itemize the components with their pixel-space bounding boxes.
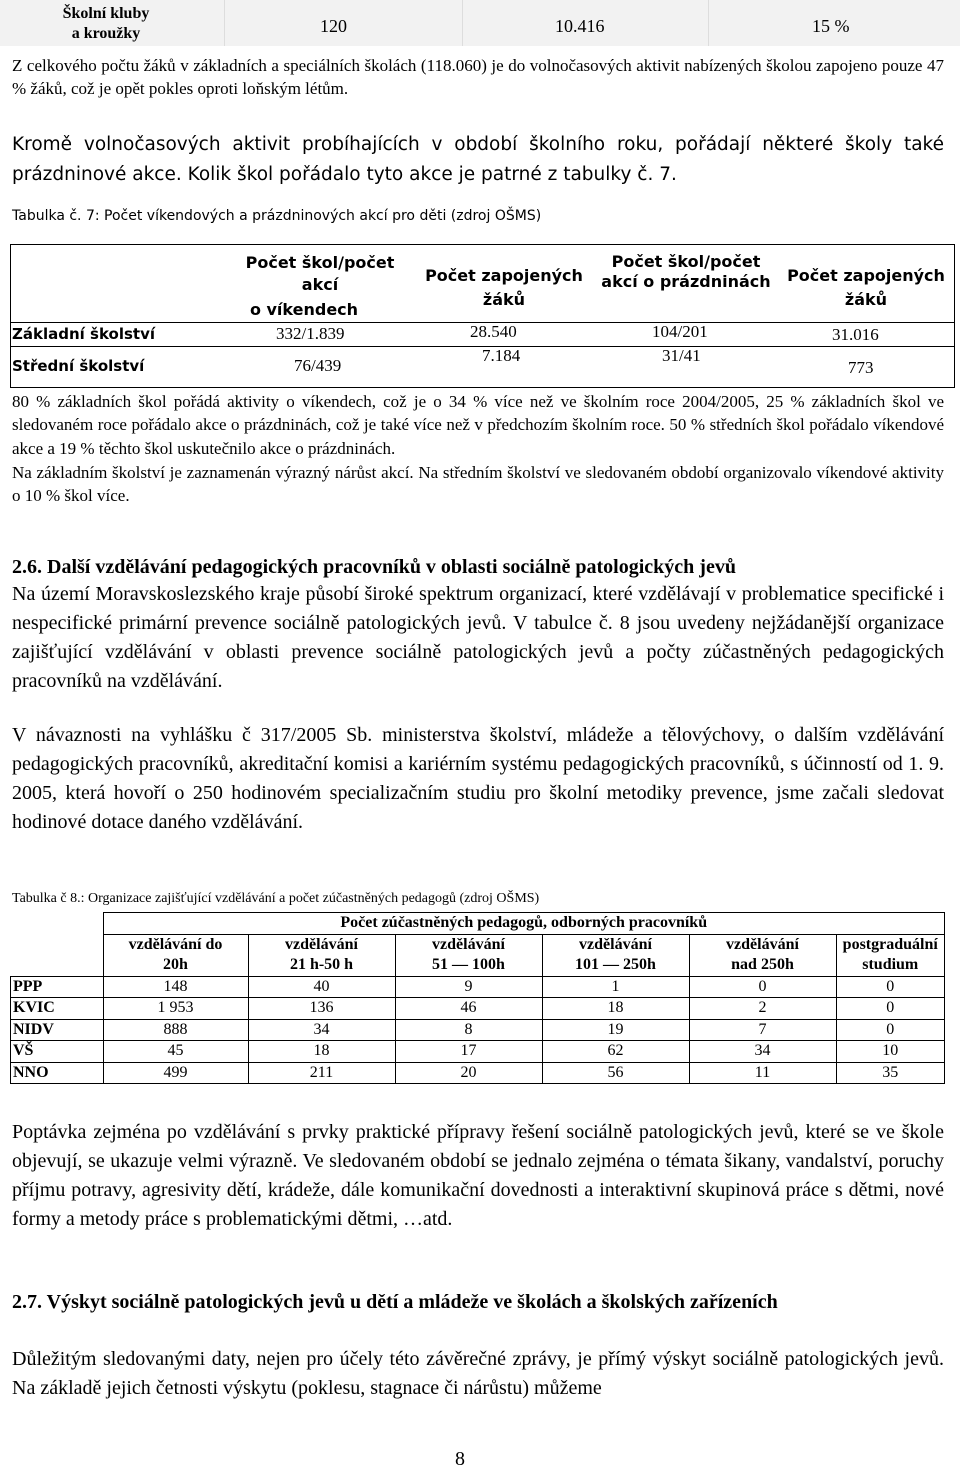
table8-cell: 11 (689, 1062, 836, 1084)
table8-header-4 (542, 934, 689, 976)
table-row (11, 1041, 945, 1063)
table8-header-6 (836, 934, 945, 976)
paragraph-volnocasove: Z celkového počtu žáků v základních a speciálních školách (118.060) je do volnočasových aktivit nabízených školou zapojeno pouze 47 % žáků, což je opět pokles oproti loňským létům. (12, 56, 944, 99)
table8-header-6-line1: postgraduální (842, 935, 938, 953)
table7-row2-v3: 31/41 (662, 346, 701, 365)
paragraph-uzemi: Na území Moravskoslezského kraje působí široké spektrum organizací, které vzdělávají v problematice specifické i nespecifické primární prevence sociálně patologických jevů. V tabulce č. 8 jsou uvedeny nejžádanější organizace zajišťující vzdělávání v oblasti prevence sociálně patologických jevů a počty zúčastněných pedagogických pracovníků na vzdělávání. (12, 583, 944, 692)
table8-header-2-line1: vzdělávání (285, 935, 358, 953)
table8-header-3-line2: 51 — 100h (432, 956, 505, 973)
table7-row2-v1: 76/439 (294, 356, 342, 375)
paragraph-narust: Na základním školství je zaznamenán výrazný nárůst akcí. Na středním školství ve sledovaném období organizovalo víkendové aktivity o 10 % škol více. (12, 463, 944, 506)
table8-cell: 62 (542, 1041, 689, 1063)
table7-row1-v4: 31.016 (832, 325, 879, 344)
top-row-schools: 120 (320, 16, 347, 36)
table8-cell: 499 (103, 1062, 248, 1084)
table-row (11, 976, 945, 998)
table8-cell: 0 (836, 976, 945, 998)
paragraph-poptavka: Poptávka zejména po vzdělávání s prvky praktické přípravy řešení sociálně patologických jevů, které se ve škole objevují, se ukazuje velmi výrazně. Ve sledovaném období se jednalo zejména o témata šikany, vandalství, poruchy příjmu potravy, agresivity dětí, krádeže, dále komunikační dovednosti a interaktivní skupinová práce s dětmi, nové formy a metody práce s problematickými dětmi, …atd. (12, 1121, 944, 1230)
table8-header-5-line1: vzdělávání (726, 935, 799, 953)
top-row-label (36, 4, 176, 44)
table8-cell: 45 (103, 1041, 248, 1063)
table8-group-header: Počet zúčastněných pedagogů, odborných pracovníků (103, 913, 945, 935)
table7-col1-line1: Počet škol/počet (245, 253, 395, 272)
paragraph-vikendy: 80 % základních škol pořádá aktivity o víkendech, což je o 34 % více než ve školním roce 2004/2005, 25 % základních škol ve sledovaném roce pořádalo akce o prázdninách, což je také více než v předchozím školním roce. 50 % středních škol pořádalo víkendové akce a 19 % těchto škol uskutečnilo akce o prázdninách. (12, 392, 944, 458)
heading-2-6: 2.6. Další vzdělávání pedagogických pracovníků v oblasti sociálně patologických jevů (12, 556, 736, 578)
table8-row-label: VŠ (11, 1041, 104, 1063)
table8-cell: 136 (248, 998, 395, 1020)
table8 (10, 912, 945, 1084)
table8-cell: 1 (542, 976, 689, 998)
table8-cell: 35 (836, 1062, 945, 1084)
paragraph-dulezite: Důležitým sledovanými daty, nejen pro účely této závěrečné zprávy, je přímý výskyt sociálně patologických jevů. Na základě jejich četnosti výskytu (poklesu, stagnace či nárůstu) můžeme (12, 1348, 944, 1399)
table7-row1-v2: 28.540 (470, 322, 517, 341)
heading-2-7: 2.7. Výskyt sociálně patologických jevů u dětí a mládeže ve školách a školských zařízeních (12, 1291, 778, 1313)
table8-corner-2 (11, 934, 104, 976)
table8-row-label: PPP (11, 976, 104, 998)
table8-cell: 9 (395, 976, 542, 998)
table8-cell: 0 (836, 998, 945, 1020)
table8-cell: 8 (395, 1019, 542, 1041)
table7-col1-line2: akcí (301, 275, 339, 294)
table8-row-label: NNO (11, 1062, 104, 1084)
table8-cell: 20 (395, 1062, 542, 1084)
table8-corner (11, 913, 104, 935)
table8-header-1-line2: 20h (163, 956, 188, 973)
table-row (11, 1062, 945, 1084)
table8-header-5 (689, 934, 836, 976)
top-row-divider-2 (462, 0, 463, 46)
table7-col4-header: Počet zapojených žáků (787, 266, 945, 309)
table7-row2-v2: 7.184 (482, 346, 521, 365)
table8-cell: 7 (689, 1019, 836, 1041)
top-row-label-line1: Školní kluby (62, 5, 150, 22)
table7-col3-header: Počet škol/počet akcí o prázdninách (601, 252, 771, 291)
table8-header-4-line1: vzdělávání (579, 935, 652, 953)
table7-col1-line3: o víkendech (249, 300, 359, 319)
paragraph-prazdninove: Kromě volnočasových aktivit probíhajících v období školního roku, pořádají některé školy také prázdninové akce. Kolik škol pořádalo tyto akce je patrné z tabulky č. 7. (12, 134, 944, 185)
table8-header-6-line2: studium (862, 956, 919, 973)
top-row-divider-3 (708, 0, 709, 46)
page-number: 8 (455, 1448, 465, 1470)
table7-row2-label: Střední školství (12, 357, 145, 375)
table8-cell: 40 (248, 976, 395, 998)
table8-cell: 0 (836, 1019, 945, 1041)
top-row-divider-1 (224, 0, 225, 46)
table8-cell: 18 (542, 998, 689, 1020)
table8-cell: 1 953 (103, 998, 248, 1020)
table8-cell: 2 (689, 998, 836, 1020)
top-row-percent: 15 % (812, 16, 850, 36)
table8-cell: 888 (103, 1019, 248, 1041)
table8-row-label: NIDV (11, 1019, 104, 1041)
table8-cell: 148 (103, 976, 248, 998)
table8-header-2 (248, 934, 395, 976)
table7-col2-header: Počet zapojených žáků (425, 266, 583, 309)
table8-cell: 56 (542, 1062, 689, 1084)
table8-cell: 17 (395, 1041, 542, 1063)
table7-col1-header (240, 252, 400, 296)
table8-row-label: KVIC (11, 998, 104, 1020)
table7-row1-label: Základní školství (12, 325, 155, 343)
table8-cell: 211 (248, 1062, 395, 1084)
table8-header-3-line1: vzdělávání (432, 935, 505, 953)
table7-caption: Tabulka č. 7: Počet víkendových a prázdninových akcí pro děti (zdroj OŠMS) (12, 208, 542, 224)
table8-cell: 34 (248, 1019, 395, 1041)
table-row (11, 1019, 945, 1041)
paragraph-vyhlaska: V návaznosti na vyhlášku č 317/2005 Sb. ministerstva školství, mládeže a tělovýchovy, o dalším vzdělávání pedagogických pracovníků, akreditační komisi a kariérním systému pedagogických pracovníků, s účinností od 1. 9. 2005, která hovoří o 250 hodinovém specializačním studiu pro školní metodiky prevence, jsme začali sledovat hodinové dotace daného vzdělávání. (12, 724, 944, 833)
top-row-label-line2: a kroužky (71, 25, 141, 42)
table7-row1-v1: 332/1.839 (276, 324, 345, 343)
table7-row1-v3: 104/201 (652, 322, 708, 341)
table8-header-1-line1: vzdělávání do (128, 935, 223, 953)
table8-cell: 34 (689, 1041, 836, 1063)
top-row-pupils: 10.416 (555, 16, 605, 36)
table8-cell: 0 (689, 976, 836, 998)
table8-cell: 19 (542, 1019, 689, 1041)
table8-header-2-line2: 21 h-50 h (289, 956, 354, 973)
table8-header-1 (103, 934, 248, 976)
table8-cell: 10 (836, 1041, 945, 1063)
table8-header-4-line2: 101 — 250h (575, 956, 656, 973)
table8-header-5-line2: nad 250h (731, 956, 794, 973)
table8-cell: 46 (395, 998, 542, 1020)
table8-header-3 (395, 934, 542, 976)
table8-caption: Tabulka č 8.: Organizace zajišťující vzdělávání a počet zúčastněných pedagogů (zdroj OŠMS) (12, 891, 540, 906)
table-row (11, 998, 945, 1020)
table8-cell: 18 (248, 1041, 395, 1063)
table7-row2-v4: 773 (848, 358, 874, 377)
